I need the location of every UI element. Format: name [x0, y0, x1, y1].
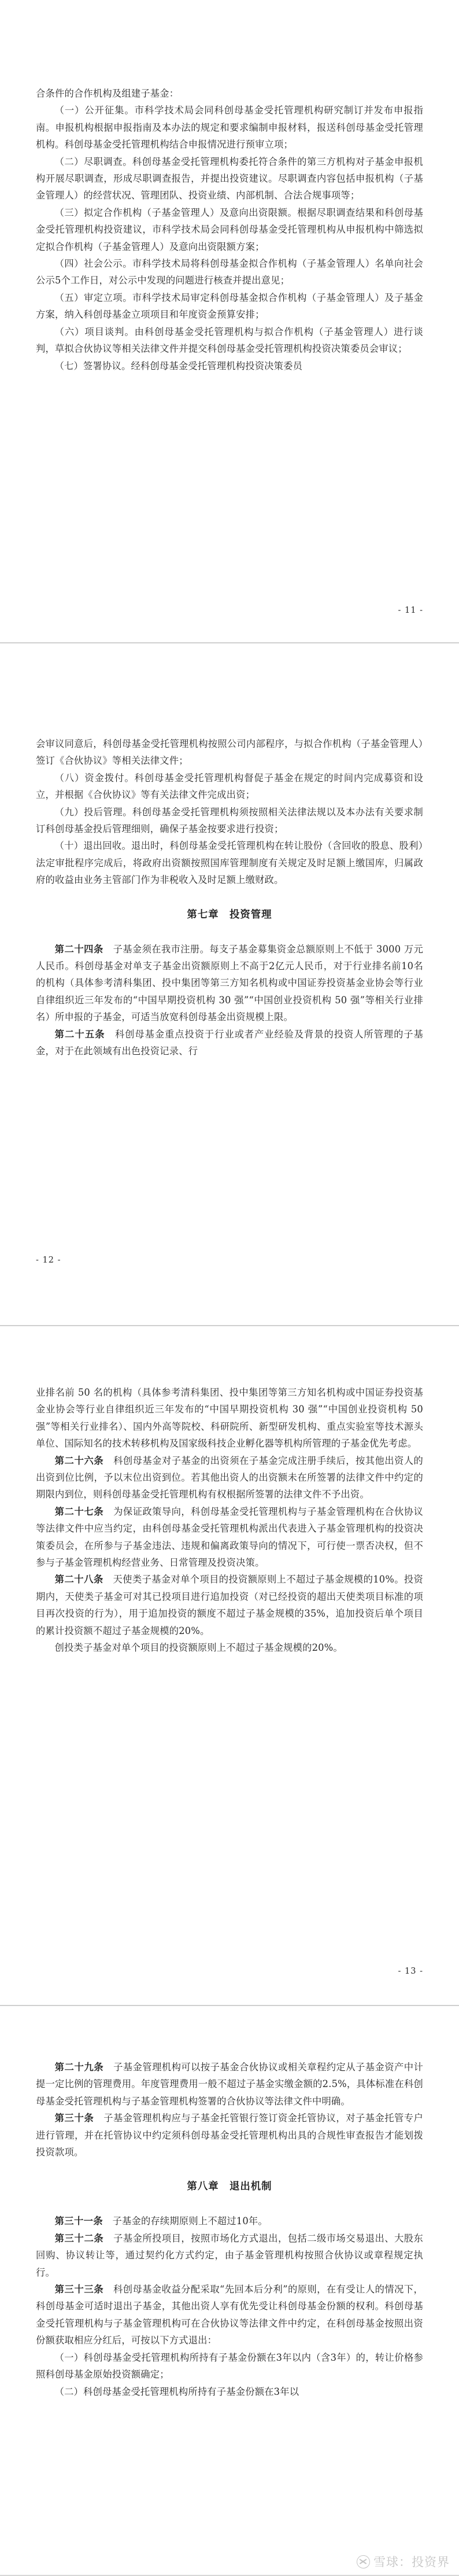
page-folio: - 13 -: [398, 1967, 423, 1976]
article-text: 子基金须在我市注册。每支子基金募集资金总额原则上不低于 3000 万元人民币。科创母基金对单支子基金出资额原则上不高于2亿元人民币，对于行业排名前10名的机构（具体参考清科集团、投中集团等第三方知名机构或中国证券投资基金业协会等行业自律组织近三年发布的“中国早期投资机构 30 强”“中国创业投资机构 50 强”等相关行业排名）所申报的子基金，可适当放宽科创母基金出资规模上限。: [36, 943, 423, 1023]
paragraph: 合条件的合作机构及组建子基金：: [36, 88, 179, 99]
paragraph: 会审议同意后，科创母基金受托管理机构按照公司内部程序，与拟合作机构（子基金管理人）签订《合伙协议》等相关法律文件；: [36, 738, 423, 767]
article-number: 第三十条: [54, 2113, 94, 2124]
article-number: 第三十一条: [54, 2216, 103, 2227]
paragraph-item-3: （三）拟定合作机构（子基金管理人）及意向出资限额。根据尽职调查结果和科创母基金受托管理机构投资建议，市科学技术局会同科创母基金受托管理机构从申报机构中筛选拟定拟合作机构（子基金管理人）及意向出资限额方案；: [36, 207, 423, 252]
article-number: 第二十八条: [54, 1574, 103, 1585]
paragraph: 业排名前 50 名的机构（具体参考清科集团、投中集团等第三方知名机构或中国证券投资基金业协会等行业自律组织近三年发布的“中国早期投资机构 30 强”“中国创业投资机构 50 强”等相关行业排名）、国内外高等院校、科研院所、新型研发机构、重点实验室等技术源头单位、国际知名的技术转移机构及国家级科技企业孵化器等机构所管理的子基金优先考虑。: [36, 1387, 423, 1449]
article-text: 天使类子基金对单个项目的投资额原则上不超过子基金规模的10%。投资期内，天使类子基金可对其已投项目进行追加投资（对已经投资的超出天使类项目标准的项目再次投资的行为），用于追加投资的额度不超过子基金规模的35%，追加投资后单个项目的累计投资额不超过子基金规模的20%。: [36, 1574, 423, 1636]
article-text: 为保证政策导向，科创母基金受托管理机构与子基金管理机构在合伙协议等法律文件中应当约定，由科创母基金受托管理机构派出代表进入子基金管理机构的投资决策委员会，在所参与子基金违法、违规和偏离政策导向的情况下，可行使一票否决权，但不参与子基金管理机构经营业务、日常管理及投资决策。: [36, 1506, 424, 1569]
paragraph-item-7: （七）签署协议。经科创母基金受托管理机构投资决策委员: [54, 360, 303, 371]
paragraph-item-10: （十）退出回收。退出时，科创母基金受托管理机构在转让股份（含回收的股息、股利）法定审批程序完成后，将政府出资额按照国库管理制度有关规定及时足额上缴国库，归属政府的收益由业务主管部门作为非税收入及时足额上缴财政。: [36, 840, 423, 886]
article-text: 子基金的存续期原则上不超过10年。: [112, 2216, 268, 2227]
article-25: [36, 1026, 423, 1060]
article-31: [36, 2213, 423, 2229]
article-text: 子基金所投项目，按照市场化方式退出，包括二级市场交易退出、大股东回购、协议转让等，通过契约化方式约定，由子基金管理机构按照合伙协议或章程规定执行。: [36, 2232, 424, 2278]
article-number: 第三十二条: [54, 2232, 104, 2244]
document-page-1: [0, 0, 459, 642]
article-number: 第二十九条: [54, 2062, 104, 2073]
paragraph-item-5: （五）审定立项。市科学技术局审定科创母基金拟合作机构（子基金管理人）及子基金方案，纳入科创母基金立项项目和年度资金预算安排；: [36, 292, 423, 321]
page-folio: - 12 -: [36, 1256, 61, 1265]
article-28: [36, 1571, 423, 1639]
paragraph-item-4: （四）社会公示。市科学技术局将科创母基金拟合作机构（子基金管理人）名单向社会公示5个工作日，对公示中发现的问题进行核查并提出意见；: [36, 258, 423, 286]
article-30: [36, 2110, 423, 2161]
article-29: [36, 2059, 423, 2110]
paragraph-item-9: （九）投后管理。科创母基金受托管理机构须按照相关法律法规以及本办法有关要求制订科创母基金投后管理细则，确保子基金按要求进行投资；: [36, 806, 423, 835]
article-number: 第二十六条: [54, 1455, 104, 1466]
article-text: 科创母基金收益分配采取“先回本后分利”的原则，在有受让人的情况下，科创母基金可适时退出子基金，其他出资人享有优先受让科创母基金份额的权利。科创母基金受托管理机构与子基金管理机构可在合伙协议等法律文件中约定，在科创母基金按照出资份额获取相应分红后，可按以下方式退出：: [36, 2284, 423, 2346]
article-32: [36, 2230, 423, 2281]
article-24: [36, 941, 423, 1026]
paragraph-exit-item-2: （二）科创母基金受托管理机构所持有子基金份额在3年以: [54, 2386, 299, 2397]
article-number: 第二十七条: [54, 1506, 104, 1517]
article-26: [36, 1452, 423, 1503]
article-text: 子基金管理机构可以按子基金合伙协议或相关章程约定从子基金资产中计提一定比例的管理费用。年度管理费用一般不超过子基金实缴金额的2.5%，具体标准在科创母基金受托管理机构与子基金管理机构签署的合伙协议等法律文件中明确。: [36, 2062, 424, 2107]
paragraph-exit-item-1: （一）科创母基金受托管理机构所持有子基金份额在3年以内（含3年）的，转让价格参照科创母基金原始投资额确定；: [36, 2351, 423, 2380]
article-text: 子基金管理机构应与子基金托管银行签订资金托管协议，对子基金托管专户进行管理，并在托管协议中约定须科创母基金受托管理机构出具的合规性审查报告才能划拨投资款项。: [36, 2113, 423, 2158]
article-27: [36, 1503, 423, 1572]
paragraph-item-1: （一）公开征集。市科学技术局会同科创母基金受托管理机构研究制订并发布申报指南。申报机构根据申报指南及本办法的规定和要求编制申报材料，报送科创母基金受托管理机构。科创母基金受托管理机构结合申报情况进行预审立项；: [36, 105, 423, 150]
page-folio: - 11 -: [398, 606, 423, 615]
article-number: 第二十四条: [54, 943, 103, 955]
chapter-heading-7: 第七章 投资管理: [187, 908, 272, 921]
chapter-heading-8: 第八章 退出机制: [187, 2181, 272, 2193]
paragraph-venture-sub-fund: 创投类子基金对单个项目的投资额原则上不超过子基金规模的20%。: [54, 1642, 343, 1654]
document-page-3: [0, 1325, 459, 2005]
article-33: [36, 2281, 423, 2349]
document-page-4: [0, 2005, 459, 2575]
article-text: 科创母基金对子基金的出资须在子基金完成注册手续后，按其他出资人的出资到位比例，予以末位出资到位。若其他出资人的出资额未在所签署的法律文件中约定的期限内到位，则科创母基金受托管理机构有权根据所签署的法律文件不予出资。: [36, 1455, 424, 1500]
watermark-text: 雪球：投资界: [373, 2555, 450, 2569]
paragraph-item-6: （六）项目谈判。由科创母基金受托管理机构与拟合作机构（子基金管理人）进行谈判，草拟合伙协议等相关法律文件并提交科创母基金受托管理机构投资决策委员会审议；: [36, 326, 423, 355]
document-page-2: [0, 642, 459, 1325]
paragraph-item-2: （二）尽职调查。科创母基金受托管理机构委托符合条件的第三方机构对子基金申报机构开展尽职调查，形成尽职调查报告，并提出投资建议。尽职调查内容包括申报机构（子基金管理人）的经营状况、管理团队、投资业绩、内部机制、合法合规事项等；: [36, 156, 423, 201]
paragraph-item-8: （八）资金拨付。科创母基金受托管理机构督促子基金在规定的时间内完成募资和设立，并根据《合伙协议》等有关法律文件完成出资；: [36, 772, 423, 801]
article-text: 科创母基金重点投资于行业或者产业经验及背景的投资人所管理的子基金，对于在此领域有出色投资记录、行: [36, 1028, 423, 1057]
article-number: 第二十五条: [54, 1028, 105, 1040]
article-number: 第三十三条: [54, 2284, 104, 2295]
